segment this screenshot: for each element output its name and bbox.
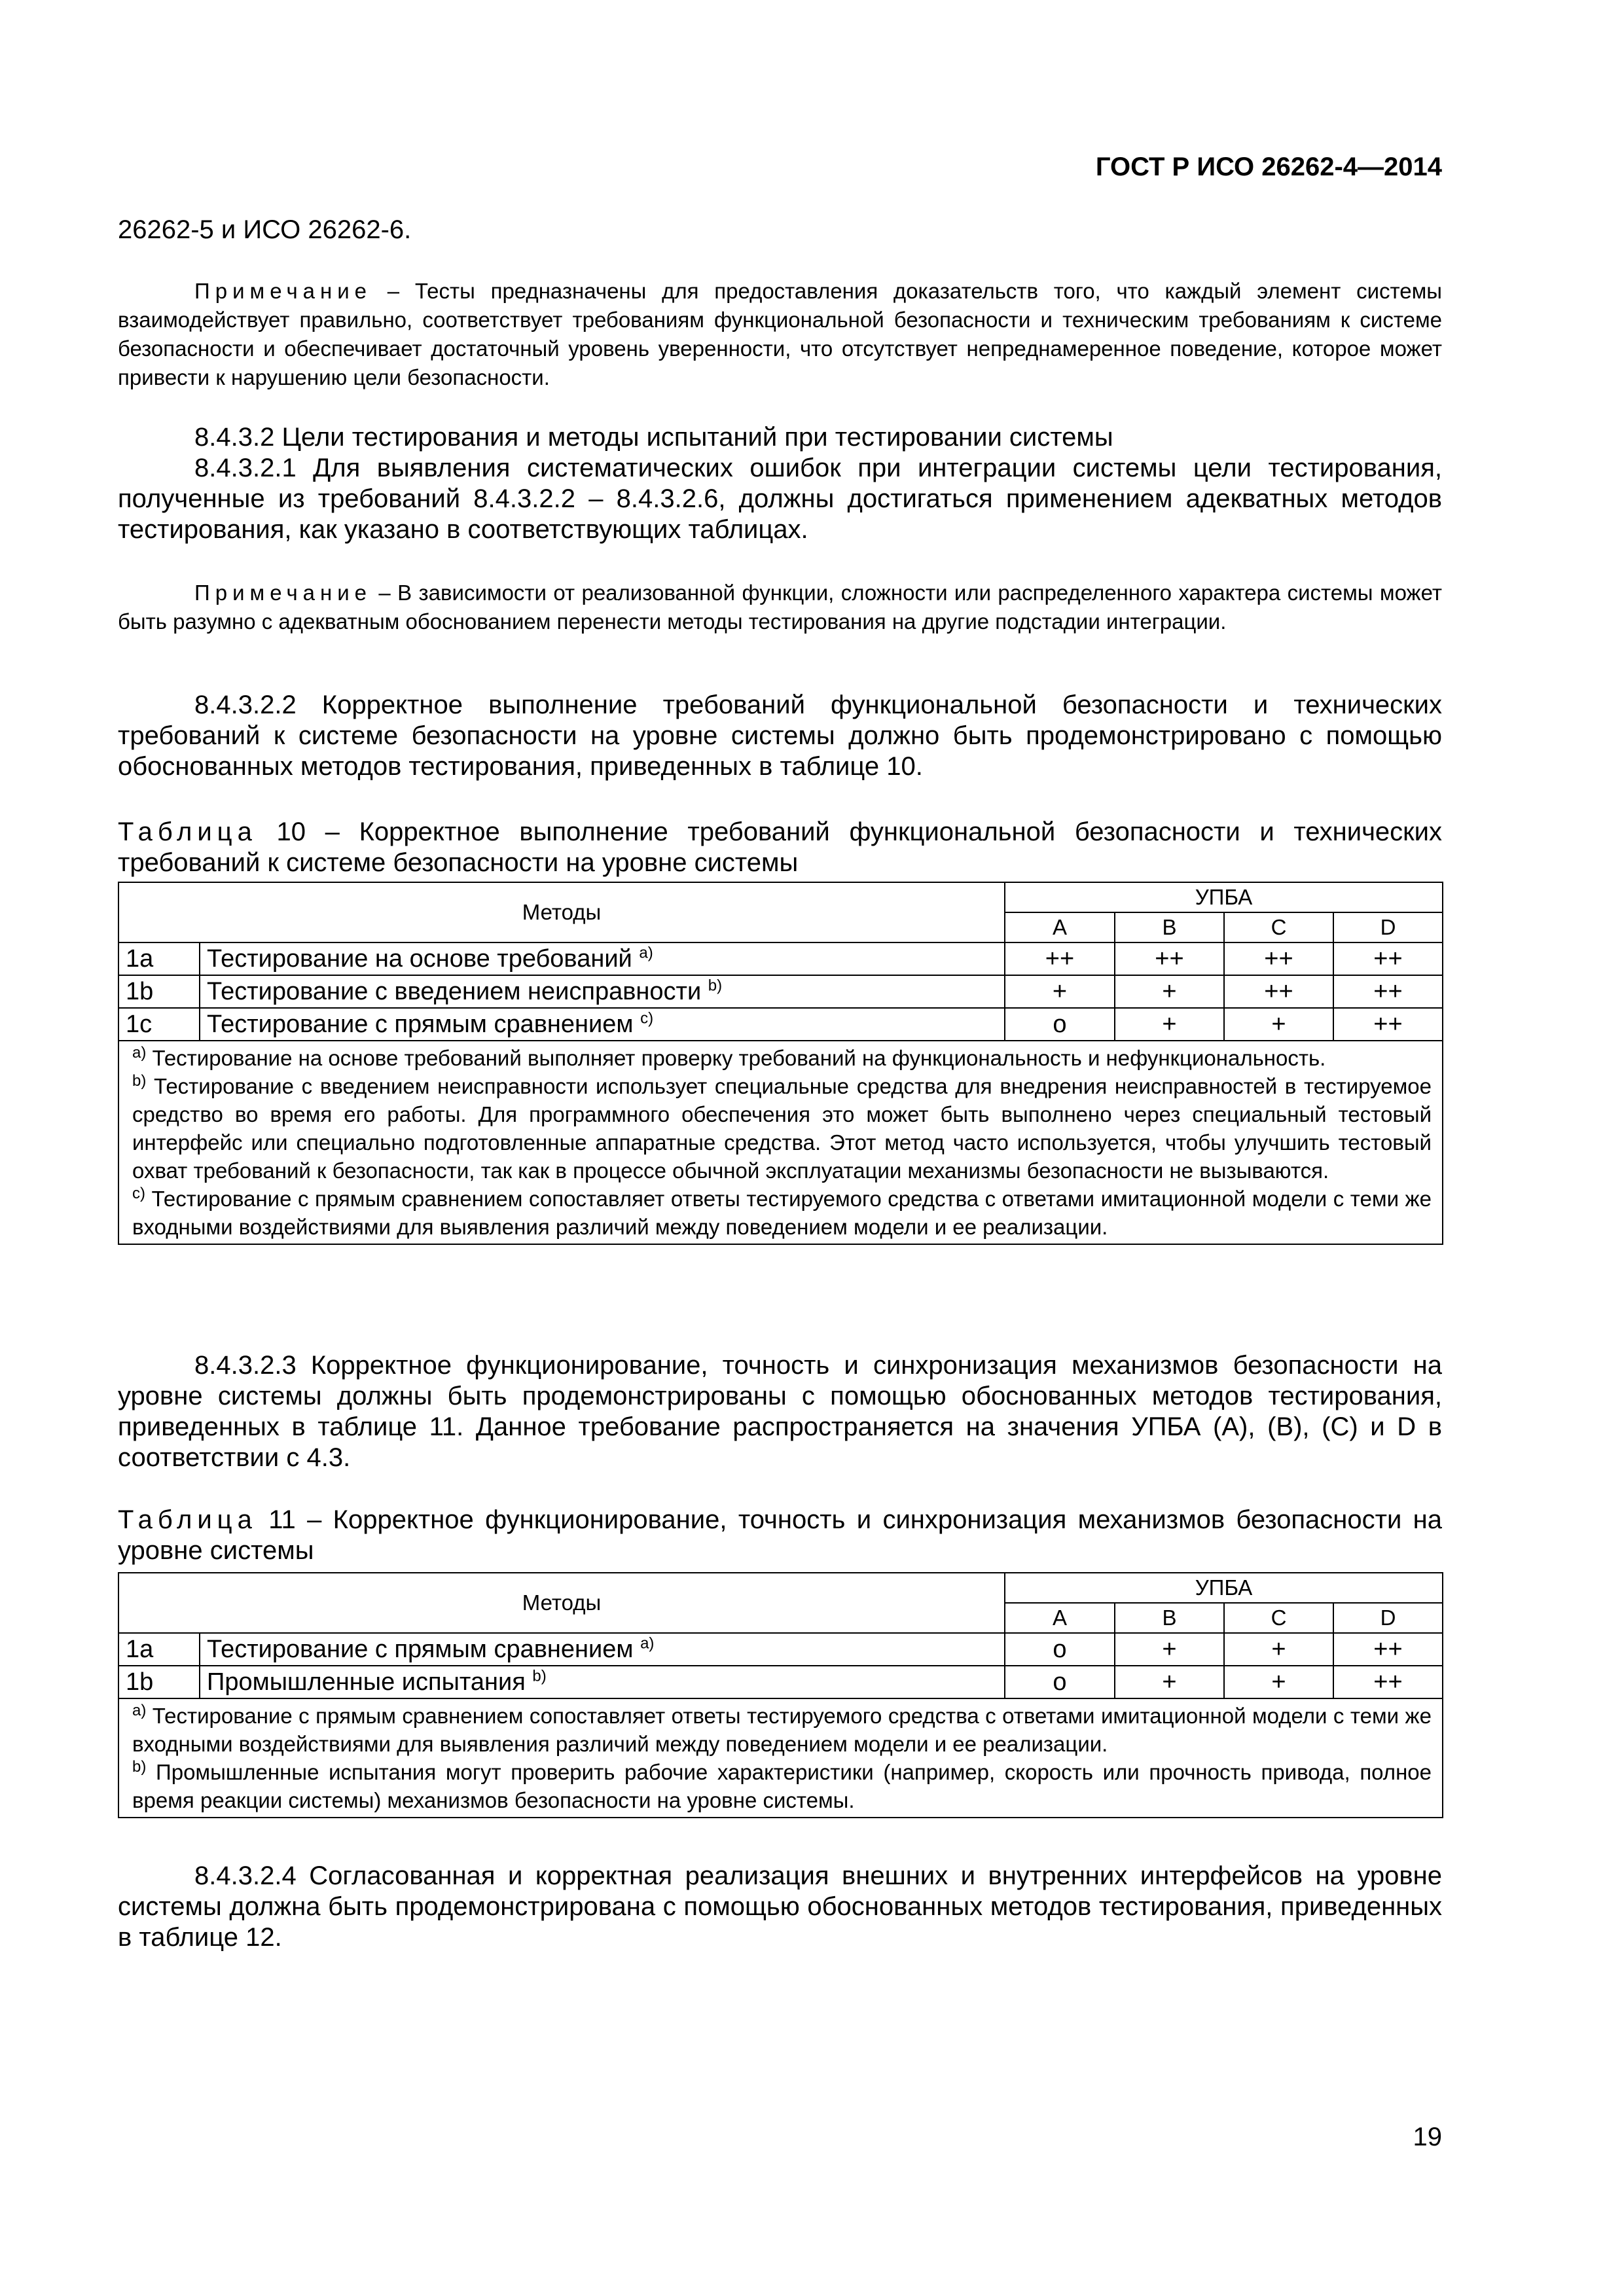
method-cell	[200, 975, 1005, 1008]
method-cell	[200, 1633, 1005, 1666]
method-cell	[200, 942, 1005, 975]
value-cell: +	[1115, 1666, 1224, 1698]
upba-header: УПБА	[1005, 882, 1443, 912]
method-cell	[200, 1666, 1005, 1698]
value-cell: ++	[1333, 1008, 1443, 1041]
row-id: 1a	[118, 1633, 200, 1666]
table-10	[118, 882, 1443, 1245]
methods-header: Методы	[118, 882, 1005, 942]
footnote-text: Тестирование с прямым сравнением сопоставляет ответы тестируемого средства с ответами имитационной модели с теми же входными воздействиями для выявления различий между поведением модели и ее реализации.	[132, 1704, 1432, 1756]
clause-8-4-3-2-2: 8.4.3.2.2 Корректное выполнение требований функциональной безопасности и технических требований к системе безопасности на уровне системы должно быть продемонстрировано с помощью обоснованных методов тестирования, приведенных в таблице 10.	[118, 691, 1442, 781]
method-name: Тестирование с введением неисправности	[207, 977, 702, 1005]
table-row	[118, 1666, 1443, 1698]
method-name: Тестирование на основе требований	[207, 944, 632, 973]
footnote-ref: a)	[640, 1634, 655, 1652]
value-cell: ++	[1224, 942, 1333, 975]
value-cell: o	[1005, 1008, 1115, 1041]
level-header: A	[1005, 912, 1115, 942]
method-name: Тестирование с прямым сравнением	[207, 1010, 634, 1038]
footnote-mark: a)	[132, 1044, 147, 1062]
footnote-ref: b)	[708, 976, 723, 994]
value-cell: ++	[1333, 1633, 1443, 1666]
value-cell: ++	[1333, 942, 1443, 975]
paragraph-continuation: 26262-5 и ИСО 26262-6.	[118, 215, 412, 244]
row-id: 1c	[118, 1008, 200, 1041]
table-caption-text: 11 – Корректное функционирование, точность и синхронизация механизмов безопасности на уровне системы	[118, 1505, 1442, 1565]
value-cell: ++	[1333, 975, 1443, 1008]
method-name: Тестирование с прямым сравнением	[207, 1635, 634, 1663]
table-caption-label: Таблица	[118, 817, 257, 846]
value-cell: +	[1224, 1633, 1333, 1666]
value-cell: o	[1005, 1633, 1115, 1666]
value-cell: +	[1224, 1666, 1333, 1698]
level-header: D	[1333, 1603, 1443, 1633]
value-cell: ++	[1005, 942, 1115, 975]
methods-header: Методы	[118, 1573, 1005, 1633]
table-row	[118, 942, 1443, 975]
level-header: C	[1224, 912, 1333, 942]
footnote-mark: b)	[132, 1758, 147, 1776]
clause-8-4-3-2-3: 8.4.3.2.3 Корректное функционирование, точность и синхронизация механизмов безопасности на уровне системы должны быть продемонстрированы с помощью обоснованных методов тестирования, приведенных в таблице 11. Данное требование распространяется на значения УПБА (A), (B), (C) и D в соответствии с 4.3.	[118, 1351, 1442, 1472]
footnote-mark: b)	[132, 1072, 147, 1090]
value-cell: +	[1115, 1008, 1224, 1041]
table-caption-text: 10 – Корректное выполнение требований функциональной безопасности и технических требований к системе безопасности на уровне системы	[118, 817, 1442, 877]
value-cell: ++	[1115, 942, 1224, 975]
footnote-text: Тестирование с введением неисправности использует специальные средства для внедрения неисправностей в тестируемое средство во время его работы. Для программного обеспечения это может быть выполнено через специальный тестовый интерфейс или специально подготовленные аппаратные средства. Этот метод часто используется, чтобы улучшить тестовый охват требований к безопасности, так как в процессе обычной эксплуатации механизмы безопасности не вызываются.	[132, 1074, 1432, 1183]
clause-8-4-3-2-4: 8.4.3.2.4 Согласованная и корректная реализация внешних и внутренних интерфейсов на уровне системы должна быть продемонстрирована с помощью обоснованных методов тестирования, приведенных в таблице 12.	[118, 1861, 1442, 1952]
value-cell: ++	[1333, 1666, 1443, 1698]
row-id: 1a	[118, 942, 200, 975]
footnote	[132, 1044, 1432, 1072]
note-text: – Тесты предназначены для предоставления доказательств того, что каждый элемент системы взаимодействует правильно, соответствует требованиям функциональной безопасности и техническим требованиям к системе безопасности и обеспечивает достаточный уровень уверенности, что отсутствует непреднамеренное поведение, которое может привести к нарушению цели безопасности.	[118, 279, 1442, 389]
footnote-text: Тестирование с прямым сравнением сопоставляет ответы тестируемого средства с ответами имитационной модели с теми же входными воздействиями для выявления различий между поведением модели и ее реализации.	[132, 1187, 1432, 1239]
note-1	[118, 277, 1442, 392]
row-id: 1b	[118, 1666, 200, 1698]
footnote-ref: b)	[532, 1666, 547, 1685]
level-header: C	[1224, 1603, 1333, 1633]
level-header: D	[1333, 912, 1443, 942]
value-cell: +	[1005, 975, 1115, 1008]
table-11-caption	[118, 1505, 1442, 1566]
page-number: 19	[1413, 2123, 1442, 2151]
upba-header: УПБА	[1005, 1573, 1443, 1603]
clause-8-4-3-2-1: 8.4.3.2.1 Для выявления систематических ошибок при интеграции системы цели тестирования, полученные из требований 8.4.3.2.2 – 8.4.3.2.6, должны достигаться применением адекватных методов тестирования, как указано в соответствующих таблицах.	[118, 454, 1442, 544]
value-cell: +	[1224, 1008, 1333, 1041]
note-label: Примечание	[194, 581, 372, 605]
table-caption-label: Таблица	[118, 1505, 257, 1534]
table-11	[118, 1572, 1443, 1818]
table-row	[118, 1633, 1443, 1666]
footnote-mark: c)	[132, 1185, 145, 1202]
table-row	[118, 1008, 1443, 1041]
footnote	[132, 1758, 1432, 1814]
footnote-ref: a)	[639, 943, 653, 961]
row-id: 1b	[118, 975, 200, 1008]
document-code: ГОСТ Р ИСО 26262-4—2014	[1095, 152, 1442, 181]
footnote-ref: c)	[640, 1009, 654, 1027]
table-footnotes	[118, 1041, 1443, 1244]
value-cell: ++	[1224, 975, 1333, 1008]
footnote	[132, 1702, 1432, 1758]
level-header: A	[1005, 1603, 1115, 1633]
value-cell: o	[1005, 1666, 1115, 1698]
footnote-text: Промышленные испытания могут проверить рабочие характеристики (например, скорость или прочность привода, полное время реакции системы) механизмов безопасности на уровне системы.	[132, 1760, 1432, 1812]
note-2	[118, 579, 1442, 636]
clause-8-4-3-2: 8.4.3.2 Цели тестирования и методы испытаний при тестировании системы	[194, 423, 1113, 452]
footnote-mark: a)	[132, 1702, 147, 1719]
footnote-text: Тестирование на основе требований выполняет проверку требований на функциональность и нефункциональность.	[146, 1046, 1326, 1070]
table-10-caption	[118, 817, 1442, 878]
level-header: B	[1115, 1603, 1224, 1633]
note-label: Примечание	[194, 279, 372, 303]
footnote	[132, 1072, 1432, 1185]
value-cell: +	[1115, 1633, 1224, 1666]
footnote	[132, 1185, 1432, 1241]
note-text: – В зависимости от реализованной функции, сложности или распределенного характера системы может быть разумно с адекватным обоснованием перенести методы тестирования на другие подстадии интеграции.	[118, 581, 1442, 634]
table-footnotes	[118, 1698, 1443, 1818]
level-header: B	[1115, 912, 1224, 942]
method-name: Промышленные испытания	[207, 1668, 526, 1696]
value-cell: +	[1115, 975, 1224, 1008]
method-cell	[200, 1008, 1005, 1041]
table-row	[118, 975, 1443, 1008]
